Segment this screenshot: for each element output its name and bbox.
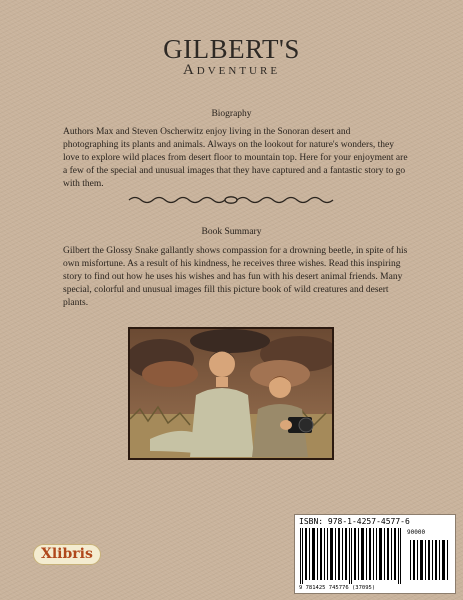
biography-heading: Biography bbox=[211, 109, 252, 119]
book-title: GILBERT'S bbox=[163, 34, 300, 64]
authors-image bbox=[130, 329, 332, 458]
snake-divider-icon bbox=[127, 192, 337, 206]
isbn-number: ISBN: 978-1-4257-4577-6 bbox=[299, 517, 410, 526]
barcode-bars-icon bbox=[300, 528, 452, 584]
book-subtitle: Adventure bbox=[182, 62, 281, 78]
summary-text: Gilbert the Glossy Snake gallantly shows compassion for a drowning beetle, in spite of his own misfortune. As a result of his kindness, he receives three wishes. Read this inspiring story to find out how he uses his wishes and has fun with his desert animal friends. Many special, colorful and unusual images fill this picture book of wild creatures and desert plants. bbox=[63, 246, 408, 308]
price-code: 90000 bbox=[407, 529, 426, 536]
summary-heading: Book Summary bbox=[201, 227, 262, 237]
publisher-logo: Xlibris bbox=[33, 544, 101, 565]
biography-text: Authors Max and Steven Oscherwitz enjoy living in the Sonoran desert and photographing its plants and animals. Always on the lookout for nature's wonders, they love to explore wild places from desert floor to mountain top. Here for your enjoyment are a few of the special and unusual images that they have captured and a fantastic story to go with them. bbox=[63, 127, 408, 189]
author-photo bbox=[128, 327, 334, 460]
isbn-barcode bbox=[294, 514, 456, 594]
barcode-digits: 9 781425 745776 (37095) bbox=[299, 585, 376, 591]
